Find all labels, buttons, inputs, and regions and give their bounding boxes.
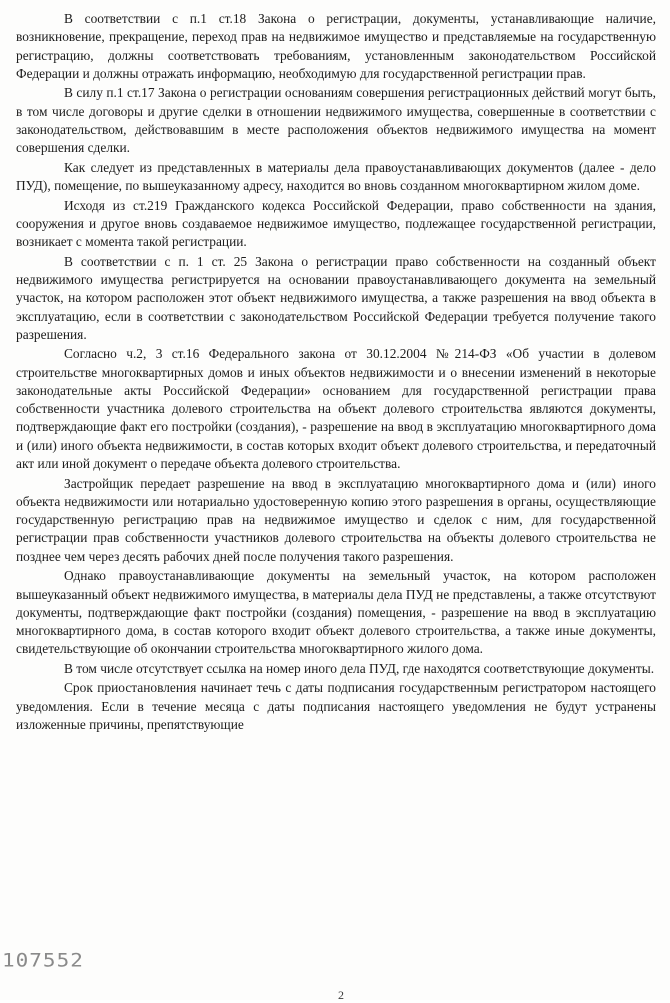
paragraph: Согласно ч.2, 3 ст.16 Федерального закона от 30.12.2004 №214-ФЗ «Об участии в долевом строительстве многоквартирных домов и иных объектов недвижимости и о внесении изменений в некоторые законодательные акты Российской Федерации» основанием для государственной регистрации права собственности участника долевого строительства на объект долевого строительства являются документы, подтверждающие факт его постройки (создания), - разрешение на ввод в эксплуатацию многоквартирного дома и (или) иного объекта недвижимости, в состав которых входит объект долевого строительства, и передаточный акт или иной документ о передаче объекта долевого строительства. (16, 346, 656, 472)
page-number: 2 (338, 988, 344, 1002)
stamp-number: 107552 (2, 949, 84, 971)
paragraph: Как следует из представленных в материалы дела правоустанавливающих документов (далее - дело ПУД), помещение, по вышеуказанному адресу, находится во вновь созданном многоквартирном жилом доме. (16, 159, 656, 194)
paragraph: Срок приостановления начинает течь с даты подписания государственным регистратором настоящего уведомления. Если в течение месяца с даты подписания настоящего уведомления не будут устранены изложенные причины, препятствующие (16, 680, 656, 732)
paragraph: Исходя из ст.219 Гражданского кодекса Российской Федерации, право собственности на здания, сооружения и другое вновь создаваемое недвижимое имущество, подлежащее государственной регистрации, возникает с момента такой регистрации. (16, 197, 656, 250)
paragraph: Однако правоустанавливающие документы на земельный участок, на котором расположен вышеуказанный объект недвижимого имущества, в материалы дела ПУД не представлены, а также отсутствуют документы, подтверждающие факт постройки (создания) помещения, - разрешение на ввод в эксплуатацию многоквартирного дома, в состав которого входит объект долевого строительства, а также иные документы, свидетельствующие об окончании строительства многоквартирного жилого дома. (16, 568, 656, 657)
paragraph: В соответствии с п.1 ст.18 Закона о регистрации, документы, устанавливающие наличие, возникновение, прекращение, переход прав на недвижимое имущество и представляемые на государственную регистрацию, должны соответствовать требованиям, установленным законодательством Российской Федерации и должны отражать информацию, необходимую для государственной регистрации прав. (16, 11, 656, 81)
paragraph: В соответствии с п. 1 ст. 25 Закона о регистрации право собственности на созданный объект недвижимого имущества регистрируется на основании правоустанавливающего документа на земельный участок, на котором расположен этот объект недвижимого имущества, а также разрешения на ввод объекта в эксплуатацию, если в соответствии с законодательством Российской Федерации требуется получение такого разрешения. (16, 253, 656, 342)
paragraph: В том числе отсутствует ссылка на номер иного дела ПУД, где находятся соответствующие документы. (64, 660, 655, 676)
document-body (16, 10, 656, 735)
paragraph: Застройщик передает разрешение на ввод в эксплуатацию многоквартирного дома и (или) иного объекта недвижимости или нотариально удостоверенную копию этого разрешения в органы, осуществляющие государственную регистрацию прав на недвижимое имущество и сделок с ним, для государственной регистрации прав собственности участников долевого строительства на объекты долевого строительства не позднее чем через десять рабочих дней после получения такого разрешения. (16, 475, 656, 564)
paragraph: В силу п.1 ст.17 Закона о регистрации основаниям совершения регистрационных действий могут быть, в том числе договоры и другие сделки в отношении недвижимого имущества, совершенные в соответствии с законодательством, действовавшим в месте расположения объектов недвижимого имущества на момент совершения сделки. (16, 85, 656, 156)
